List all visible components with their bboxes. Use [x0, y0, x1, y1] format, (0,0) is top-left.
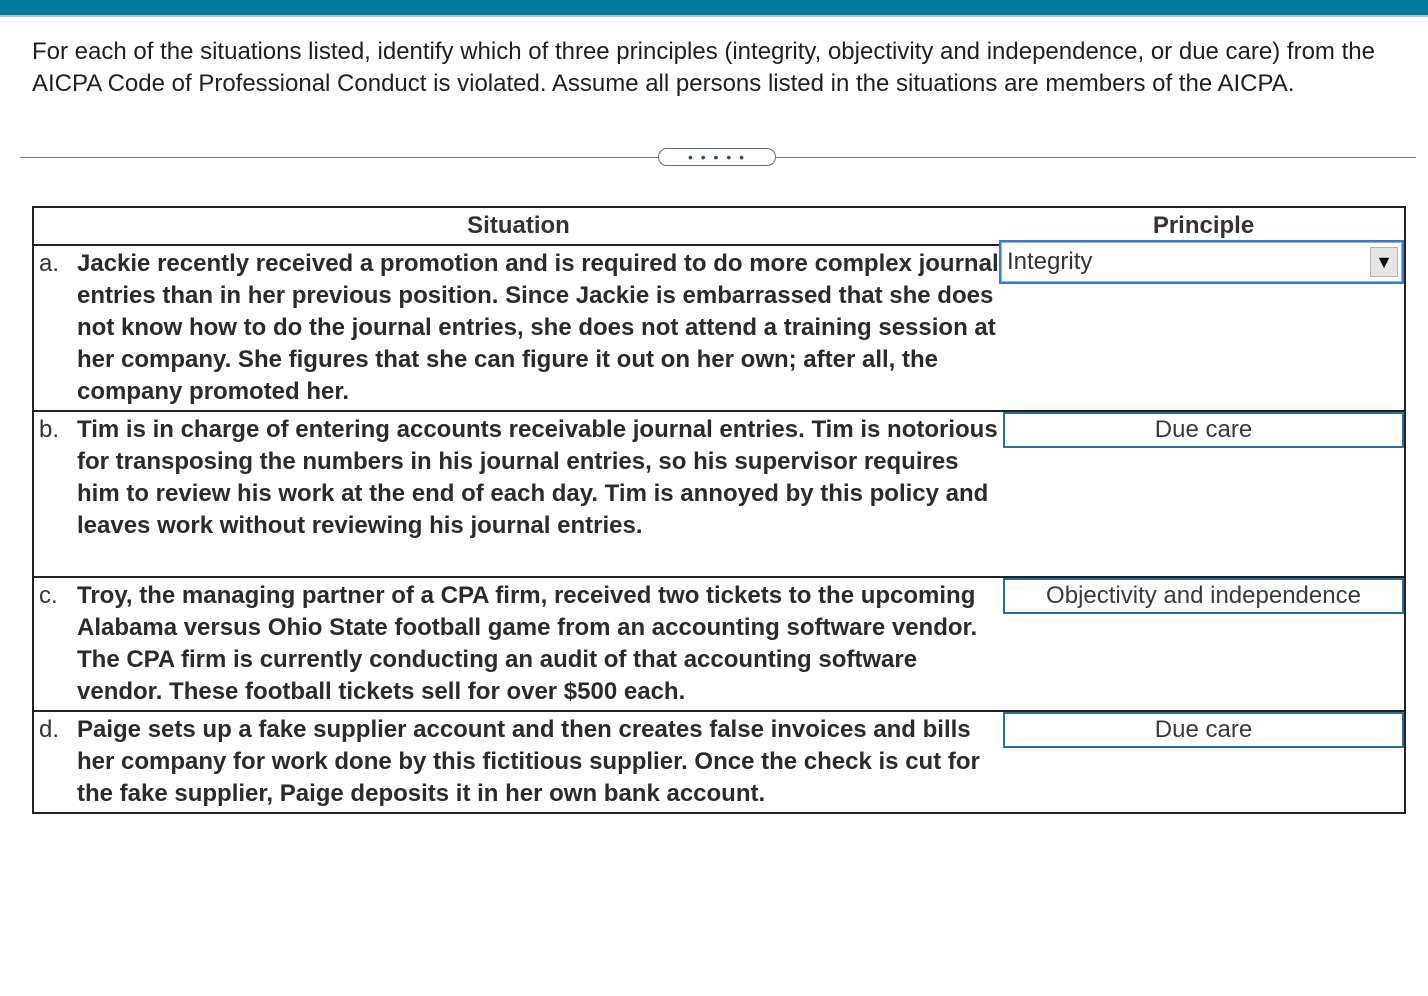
situation-column-header: Situation: [33, 207, 1003, 245]
principle-cell: [1003, 245, 1405, 411]
principle-answer-box[interactable]: Objectivity and independence: [1003, 578, 1404, 614]
top-banner-underline: [0, 15, 1428, 17]
dropdown-arrow-icon[interactable]: ▼: [1370, 247, 1398, 277]
principle-cell: [1003, 711, 1405, 813]
situation-text: Jackie recently received a promotion and is required to do more complex journal entries than in her previous position. Since Jackie is embarrassed that she does not know how to do the journal entries, she does not attend a training session at her company. She figures that she can figure it out on her own; after all, the company promoted her.: [77, 250, 999, 405]
instructions-text: For each of the situations listed, identify which of three principles (integrity, objectivity and independence, or due care) from the AICPA Code of Professional Conduct is violated. Assume all persons listed in the situations are members of the AICPA.: [32, 38, 1375, 97]
principle-dropdown[interactable]: [999, 240, 1404, 284]
situation-text: Tim is in charge of entering accounts receivable journal entries. Tim is notorious for transposing the numbers in his journal entries, so his supervisor requires him to review his work at the end of each day. Tim is annoyed by this policy and leaves work without reviewing his journal entries.: [77, 416, 998, 539]
situation-cell: [33, 245, 1003, 411]
table-row: [33, 711, 1405, 813]
situation-cell: [33, 711, 1003, 813]
principle-cell: [1003, 577, 1405, 711]
row-letter: a.: [39, 250, 60, 277]
principle-column-header: Principle: [1003, 207, 1405, 245]
situation-cell: [33, 411, 1003, 577]
situation-text: Troy, the managing partner of a CPA firm, received two tickets to the upcoming Alabama versus Ohio State football game from an accounting software vendor. The CPA firm is currently conducting an audit of that accounting software vendor. These football tickets sell for over $500 each.: [77, 582, 978, 705]
situations-table: [32, 206, 1406, 814]
principle-answer-box[interactable]: Due care: [1003, 712, 1404, 748]
top-banner: [0, 0, 1428, 15]
row-letter: b.: [39, 416, 60, 443]
situation-text: Paige sets up a fake supplier account and then creates false invoices and bills her company for work done by this fictitious supplier. Once the check is cut for the fake supplier, Paige deposits it in her own bank account.: [77, 716, 980, 807]
table-row: [33, 577, 1405, 711]
row-letter: c.: [39, 582, 58, 609]
principle-answer-box[interactable]: Due care: [1003, 412, 1404, 448]
table-row: [33, 245, 1405, 411]
situation-cell: [33, 577, 1003, 711]
principle-dropdown-value: Integrity: [1007, 248, 1093, 275]
row-letter: d.: [39, 716, 60, 743]
table-row: [33, 411, 1405, 577]
expand-handle-button[interactable]: • • • • •: [658, 148, 776, 166]
principle-cell: [1003, 411, 1405, 577]
